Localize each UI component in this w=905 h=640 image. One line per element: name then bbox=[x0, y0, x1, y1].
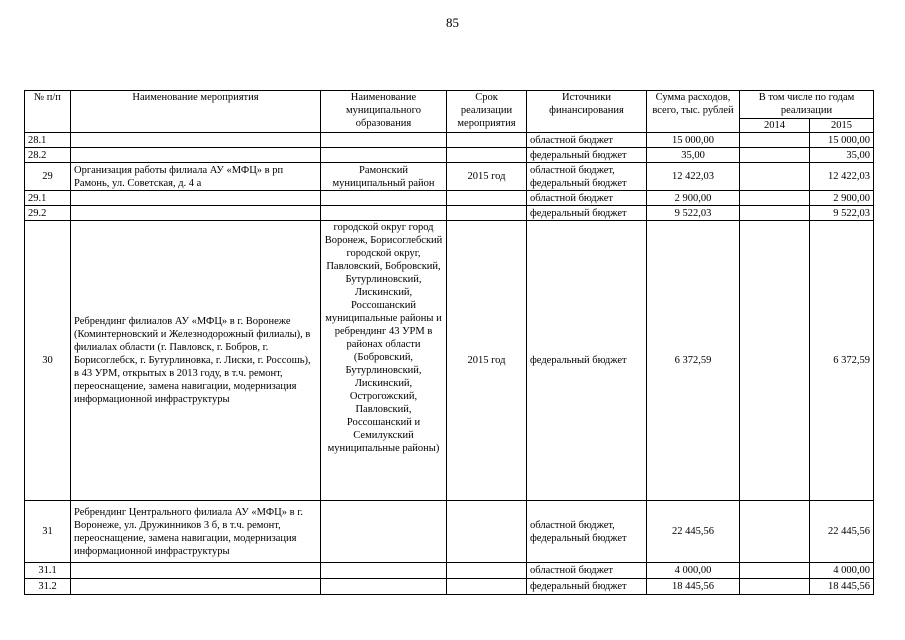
row-name bbox=[71, 191, 321, 206]
row-municipality bbox=[321, 133, 447, 148]
table-body bbox=[25, 133, 874, 595]
row-num: 30 bbox=[25, 221, 71, 501]
row-municipality bbox=[321, 206, 447, 221]
row-num: 29.2 bbox=[25, 206, 71, 221]
row-num: 29.1 bbox=[25, 191, 71, 206]
row-source: областной бюджет, федеральный бюджет bbox=[527, 501, 647, 563]
row-municipality bbox=[321, 579, 447, 595]
row-source: областной бюджет bbox=[527, 133, 647, 148]
row-name: Ребрендинг Центрального филиала АУ «МФЦ» в г. Воронеже, ул. Дружинников 3 б, в т.ч. ремонт, переоснащение, замена навигации, модернизация информационной инфраструктуры bbox=[71, 501, 321, 563]
header-year-2014: 2014 bbox=[740, 119, 810, 133]
row-term bbox=[447, 206, 527, 221]
row-term bbox=[447, 563, 527, 579]
row-num: 28.1 bbox=[25, 133, 71, 148]
row-municipality bbox=[321, 148, 447, 163]
row-total: 4 000,00 bbox=[647, 563, 740, 579]
row-source: федеральный бюджет bbox=[527, 148, 647, 163]
row-source: федеральный бюджет bbox=[527, 206, 647, 221]
row-num: 31.2 bbox=[25, 579, 71, 595]
row-term bbox=[447, 501, 527, 563]
row-total: 22 445,56 bbox=[647, 501, 740, 563]
table-row bbox=[25, 191, 874, 206]
row-num: 29 bbox=[25, 163, 71, 191]
row-2014 bbox=[740, 133, 810, 148]
row-source: областной бюджет bbox=[527, 191, 647, 206]
row-2015: 18 445,56 bbox=[810, 579, 874, 595]
row-2014 bbox=[740, 206, 810, 221]
table-row bbox=[25, 148, 874, 163]
page-number: 85 bbox=[446, 15, 459, 30]
row-num: 31 bbox=[25, 501, 71, 563]
table-row bbox=[25, 133, 874, 148]
row-2014 bbox=[740, 148, 810, 163]
row-2014 bbox=[740, 501, 810, 563]
row-source: областной бюджет, федеральный бюджет bbox=[527, 163, 647, 191]
table-row bbox=[25, 563, 874, 579]
row-name: Организация работы филиала АУ «МФЦ» в рп Рамонь, ул. Советская, д. 4 а bbox=[71, 163, 321, 191]
row-term bbox=[447, 579, 527, 595]
row-2015: 12 422,03 bbox=[810, 163, 874, 191]
row-name bbox=[71, 563, 321, 579]
row-source: федеральный бюджет bbox=[527, 579, 647, 595]
row-term: 2015 год bbox=[447, 221, 527, 501]
row-term: 2015 год bbox=[447, 163, 527, 191]
header-sources: Источники финансирования bbox=[527, 91, 647, 133]
row-num: 31.1 bbox=[25, 563, 71, 579]
row-municipality bbox=[321, 191, 447, 206]
expenses-table bbox=[24, 90, 874, 595]
row-2014 bbox=[740, 579, 810, 595]
row-2015: 22 445,56 bbox=[810, 501, 874, 563]
table-header bbox=[25, 91, 874, 133]
row-2015: 9 522,03 bbox=[810, 206, 874, 221]
row-total: 9 522,03 bbox=[647, 206, 740, 221]
row-name bbox=[71, 133, 321, 148]
row-2015: 35,00 bbox=[810, 148, 874, 163]
header-name: Наименование мероприятия bbox=[71, 91, 321, 133]
header-num: № п/п bbox=[25, 91, 71, 133]
row-2015: 6 372,59 bbox=[810, 221, 874, 501]
table-row bbox=[25, 579, 874, 595]
row-num: 28.2 bbox=[25, 148, 71, 163]
row-2015: 15 000,00 bbox=[810, 133, 874, 148]
row-total: 12 422,03 bbox=[647, 163, 740, 191]
header-by-years: В том числе по годам реализации bbox=[740, 91, 874, 119]
table-row bbox=[25, 163, 874, 191]
row-name bbox=[71, 579, 321, 595]
row-name bbox=[71, 148, 321, 163]
row-municipality bbox=[321, 563, 447, 579]
row-term bbox=[447, 191, 527, 206]
table-row bbox=[25, 221, 874, 501]
row-name bbox=[71, 206, 321, 221]
row-term bbox=[447, 133, 527, 148]
row-2015: 2 900,00 bbox=[810, 191, 874, 206]
row-source: федеральный бюджет bbox=[527, 221, 647, 501]
row-2014 bbox=[740, 221, 810, 501]
row-total: 6 372,59 bbox=[647, 221, 740, 501]
row-2014 bbox=[740, 191, 810, 206]
row-municipality: Рамонский муниципальный район bbox=[321, 163, 447, 191]
row-term bbox=[447, 148, 527, 163]
header-municipality: Наименование муниципального образования bbox=[321, 91, 447, 133]
row-total: 15 000,00 bbox=[647, 133, 740, 148]
row-2014 bbox=[740, 563, 810, 579]
header-year-2015: 2015 bbox=[810, 119, 874, 133]
row-municipality: городской округ город Воронеж, Борисоглебский городской округ, Павловский, Бобровский, Бутурлиновский, Лискинский, Россошанский муниципальные районы и ребрендинг 43 УРМ в районах области (Бобровский, Бутурлиновский, Лискинский, Острогожский, Павловский, Россошанский и Семилукский муниципальные районы) bbox=[321, 221, 447, 501]
table-row bbox=[25, 206, 874, 221]
row-source: областной бюджет bbox=[527, 563, 647, 579]
row-total: 35,00 bbox=[647, 148, 740, 163]
row-total: 18 445,56 bbox=[647, 579, 740, 595]
row-2015: 4 000,00 bbox=[810, 563, 874, 579]
table-row bbox=[25, 501, 874, 563]
row-name: Ребрендинг филиалов АУ «МФЦ» в г. Воронеже (Коминтерновский и Железнодорожный филиалы), в филиалах области (г. Павловск, г. Бобров, г. Борисоглебск, г. Бутурлиновка, г. Лиски, г. Россошь), в 43 УРМ, открытых в 2013 году, в т.ч. ремонт, переоснащение, замена навигации, модернизация информационной инфраструктуры bbox=[71, 221, 321, 501]
row-municipality bbox=[321, 501, 447, 563]
header-term: Срок реализации мероприятия bbox=[447, 91, 527, 133]
row-2014 bbox=[740, 163, 810, 191]
header-total: Сумма расходов, всего, тыс. рублей bbox=[647, 91, 740, 133]
row-total: 2 900,00 bbox=[647, 191, 740, 206]
